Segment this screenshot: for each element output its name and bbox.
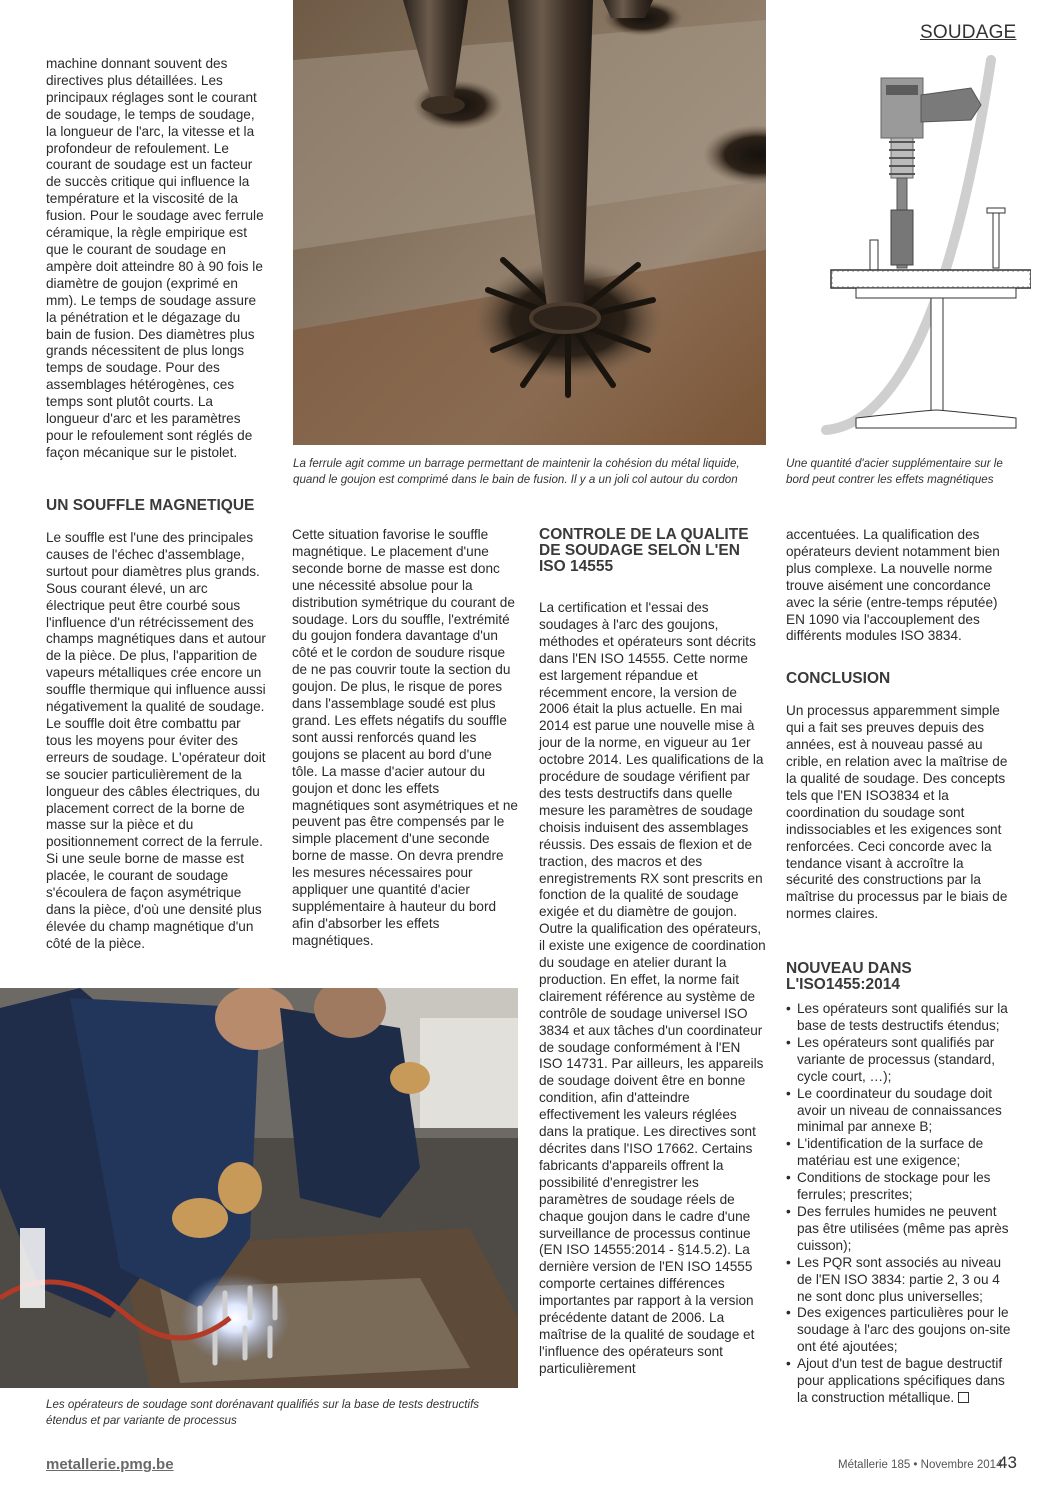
- list-item: • Conditions de stockage pour les ferrules; prescrites;: [786, 1170, 1012, 1204]
- photo-welded-studs: [293, 0, 766, 445]
- paragraph-reglages: machine donnant souvent des directives plus détaillées. Les principaux réglages sont le courant de soudage, le temps de soudage, la longueur de l'arc, la vitesse et la profondeur de refoulement. Le courant de soudage est un facteur de succès critique qui influence la température et la viscosité de la fusion. Pour le soudage avec ferrule céramique, la règle empirique est que le courant de soudage en ampère doit atteindre 80 à 90 fois le diamètre de goujon (exprimé en mm). Le temps de soudage assure la pénétration et le dégazage du bain de fusion. Des diamètres plus grands nécessitent de plus longs temps de soudage. Pour des assemblages hétérogènes, ces temps sont plutôt courts. La longueur d'arc et les paramètres pour le refoulement sont réglés de façon mécanique sur le pistolet.: [46, 56, 264, 460]
- paragraph-souffle-2: Cette situation favorise le souffle magnétique. Le placement d'une seconde borne de masse est donc une nécessité absolue pour la distribution symétrique du courant de soudage. Lors du souffle, l'extrémité du goujon fondera davantage d'un côté et le cordon de soudure risque de ne pas couvrir toute la section du goujon. De plus, le risque de pores dans l'assemblage soudé est plus grand. Les effets négatifs du souffle sont aussi renforcés quand les goujons se placent au bord d'une tôle. La masse d'acier autour du goujon et donc les effets magnétiques sont asymétriques et ne peuvent pas être compensés par le simple placement d'une seconde borne de masse. On devra prendre les mesures nécessaires pour appliquer une quantité d'acier supplémentaire à hauteur du bord afin d'absorber les effets magnétiques.: [292, 527, 518, 948]
- end-square-icon: [958, 1392, 969, 1403]
- heading-nouveau: NOUVEAU DANS L'ISO1455:2014: [786, 960, 912, 994]
- page-number: 43: [998, 1453, 1017, 1472]
- section-tag: SOUDAGE: [920, 22, 1017, 43]
- welded-studs-illustration: [293, 0, 766, 445]
- list-item: • Les opérateurs sont qualifiés par variante de processus (standard, cycle court, …);: [786, 1035, 1012, 1086]
- caption-photo-top: La ferrule agit comme un barrage permettant de maintenir la cohésion du métal liquide, quand le goujon est comprimé dans le bain de fusion. Il y a un joli col autour du cordon: [293, 457, 740, 486]
- paragraph-conclusion: Un processus apparemment simple qui a fait ses preuves depuis des années, est à nouveau passé au crible, en relation avec la maîtrise de la qualité de soudage. Des concepts tels que l'EN ISO3834 et la coordination du soudage sont indissociables et les exigences sont renforcées. Ceci concorde avec la tendance visant à accroître la sécurité des constructions par la maîtrise du processus par le biais de normes claires.: [786, 703, 1008, 922]
- stud-gun-diagram: [786, 50, 1031, 445]
- list-item: • Des exigences particulières pour le soudage à l'arc des goujons on-site ont été ajoutées;: [786, 1305, 1012, 1356]
- caption-diagram: Une quantité d'acier supplémentaire sur le bord peut contrer les effets magnétiques: [786, 457, 1003, 486]
- list-item: [786, 1356, 1012, 1407]
- diagram-stud-gun: [786, 50, 1031, 445]
- footer-issue: Métallerie 185 • Novembre 2014: [838, 1459, 1003, 1471]
- list-item: • Les opérateurs sont qualifiés sur la base de tests destructifs étendus;: [786, 1001, 1012, 1035]
- heading-souffle: UN SOUFFLE MAGNETIQUE: [46, 497, 255, 514]
- paragraph-controle: La certification et l'essai des soudages à l'arc des goujons, méthodes et opérateurs sont décrits dans l'EN ISO 14555. Cette norme est largement répandue et récemment encore, la version de 2006 était la plus actuelle. En mai 2014 est parue une nouvelle mise à jour de la norme, en vigueur au 1er octobre 2014. Les qualifications de la procédure de soudage vérifient par des tests destructifs dans quelle mesure les paramètres de soudage choisis induisent des assemblages réussis. Des essais de flexion et de traction, des macros et des enregistrements RX sont prescrits en fonction de la qualité de soudage exigée et du diamètre de goujon. Outre la qualification des opérateurs, il existe une exigence de coordination du soudage en atelier durant la production. En effet, la norme fait clairement référence au système de contrôle de soudage universel ISO 3834 et aux tâches d'un coordinateur de soudage conformément à l'EN ISO 14731. Par ailleurs, les appareils de soudage doivent être en bonne condition, afin d'atteindre effectivement les valeurs réglées dans la pratique. Les directives sont décrites dans l'ISO 17662. Certains fabricants d'appareils offrent la possibilité d'enregistrer les paramètres de soudage réels de chaque goujon dans le cadre d'une surveillance de processus continue (EN ISO 14555:2014 - §14.5.2). La dernière version de l'EN ISO 14555 comporte certaines différences importantes par rapport à la version précédente datant de 2006. La maîtrise de la qualité de soudage et l'influence des opérateurs sont particulièrement: [539, 600, 766, 1376]
- heading-controle: CONTROLE DE LA QUALITE DE SOUDAGE SELON L'EN ISO 14555: [539, 526, 749, 575]
- list-item: • Le coordinateur du soudage doit avoir un niveau de connaissances minimal par annexe B;: [786, 1086, 1012, 1137]
- footer-website[interactable]: metallerie.pmg.be: [46, 1456, 174, 1473]
- paragraph-controle-cont: accentuées. La qualification des opérateurs devient notamment bien plus complexe. La nouvelle norme trouve aisément une concordance avec la série (entre-temps réputée) EN 1090 via l'accouplement des différents modules ISO 3834.: [786, 527, 1000, 644]
- list-item-text: Ajout d'un test de bague destructif pour applications spécifiques dans la construction métallique.: [797, 1356, 1005, 1405]
- caption-photo-bottom: Les opérateurs de soudage sont dorénavant qualifiés sur la base de tests destructifs étendus et par variante de processus: [46, 1398, 480, 1427]
- column-2: [292, 527, 519, 950]
- welders-illustration: [0, 988, 518, 1388]
- column-3: [539, 527, 767, 1378]
- heading-conclusion: CONCLUSION: [786, 670, 891, 688]
- column-4: [786, 527, 1012, 1407]
- column-1-top: [46, 56, 268, 462]
- photo-welders: [0, 988, 518, 1388]
- list-item: • L'identification de la surface de matériau est une exigence;: [786, 1136, 1012, 1170]
- paragraph-souffle-1: Le souffle est l'une des principales causes de l'échec d'assemblage, surtout pour diamètres plus grands. Sous courant élevé, un arc électrique peut être courbé sous l'influence d'un rétrécissement des champs magnétiques dans et autour de la pièce. De plus, l'apparition de vapeurs métalliques crée encore un souffle thermique qui influence aussi négativement la qualité de soudage. Le souffle doit être combattu par tous les moyens pour éviter des erreurs de soudage. L'opérateur doit se soucier particulièrement de la longueur des câbles électriques, du placement correct de la borne de masse sur la pièce et du positionnement correct de la ferrule. Si une seule borne de masse est placée, le courant de soudage s'écoulera de façon asymétrique dans la pièce, d'où une densité plus élevée du champ magnétique d'un côté de la pièce.: [46, 530, 266, 951]
- column-1-souffle: [46, 498, 268, 953]
- list-item: • Les PQR sont associés au niveau de l'EN ISO 3834: partie 2, 3 ou 4 ne sont donc plus universelles;: [786, 1255, 1012, 1306]
- list-item: • Des ferrules humides ne peuvent pas être utilisées (même pas après cuisson);: [786, 1204, 1012, 1255]
- list-nouveau: [786, 1001, 1012, 1407]
